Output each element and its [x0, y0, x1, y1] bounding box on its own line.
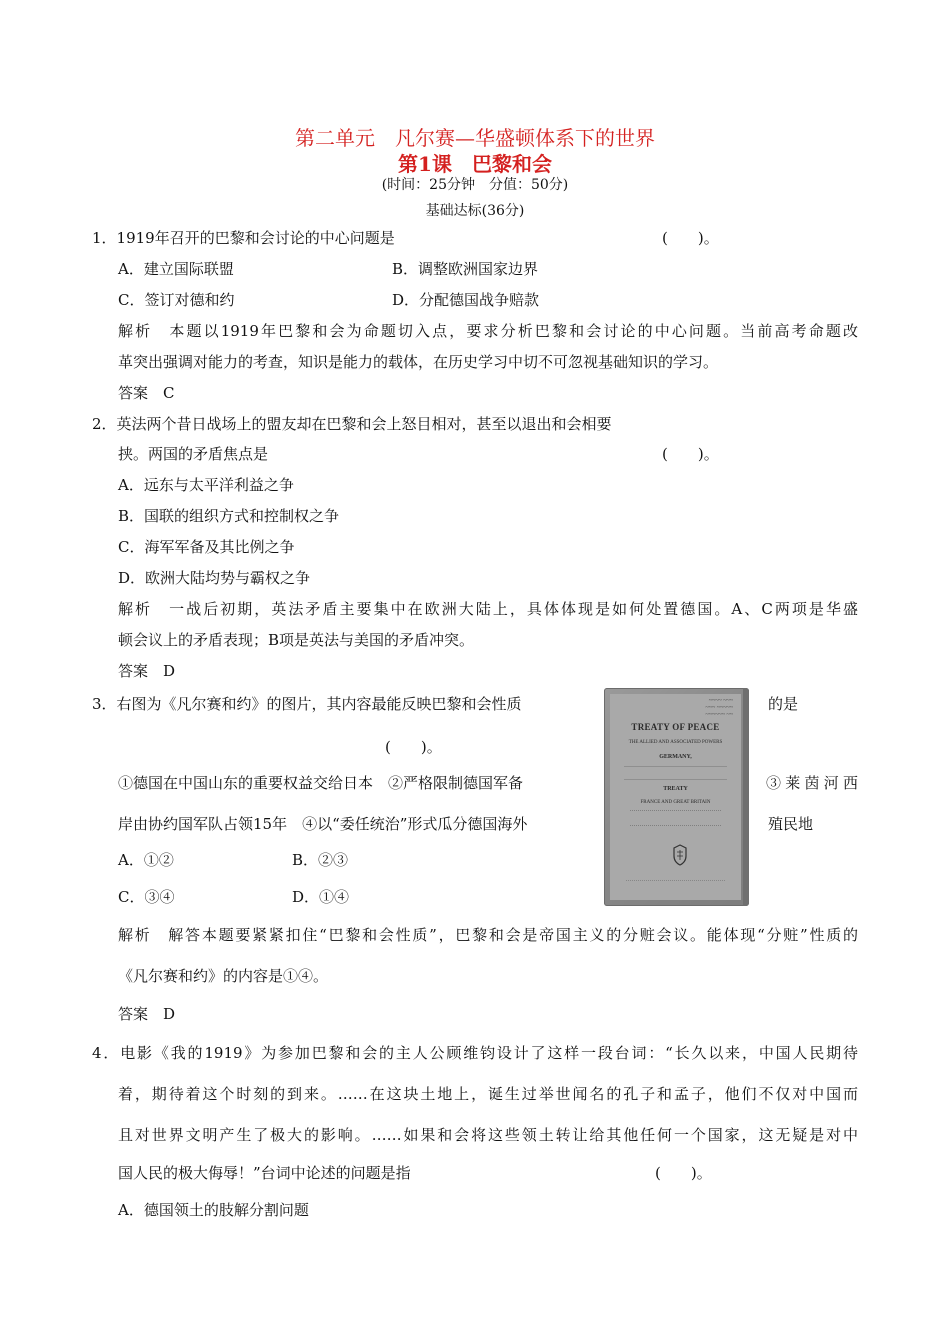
option-c: C．签订对德和约	[118, 291, 235, 309]
option-a: A．建立国际联盟	[118, 260, 234, 278]
question-stem: 1．1919年召开的巴黎和会讨论的中心问题是	[92, 229, 395, 247]
answer-paren: ( )。	[655, 1164, 712, 1182]
question-stem-left: 3．右图为《凡尔赛和约》的图片，其内容最能反映巴黎和会性质	[92, 695, 522, 713]
fine-print-rule	[626, 880, 725, 891]
option-d: D．①④	[292, 888, 350, 906]
option-c: C．海军军备及其比例之争	[118, 538, 295, 556]
question-stem-line-1: 2．英法两个昔日战场上的盟友却在巴黎和会上怒目相对，甚至以退出和会相要	[92, 415, 612, 433]
item-row-1-right: ③莱茵河西	[766, 774, 858, 792]
treaty-of-versailles-image	[604, 688, 749, 906]
question-stem-line-2: 挟。两国的矛盾焦点是	[118, 445, 269, 463]
treaty-line-3: GERMANY,	[659, 754, 692, 760]
item-row-2-left: 岸由协约国军队占领15年 ④以“委任统治”形式瓜分德国海外	[118, 815, 528, 833]
fine-print-rule	[630, 810, 721, 826]
option-b: B．调整欧洲国家边界	[392, 260, 539, 278]
question-stem-line-4: 国人民的极大侮辱！”台词中论述的问题是指	[118, 1164, 411, 1182]
question-stem-right: 的是	[768, 695, 799, 713]
analysis-line-2: 《凡尔赛和约》的内容是①④。	[118, 967, 329, 985]
handwritten-note-icon: ~~~~ ~~~ ~~~ ~~~~~ ~~~~~~ ~~	[705, 698, 733, 718]
option-a: A．远东与太平洋利益之争	[118, 476, 294, 494]
answer: 答案 D	[118, 662, 176, 680]
option-c: C．③④	[118, 888, 175, 906]
royal-crest-icon	[670, 844, 690, 866]
question-stem-line-2: 着，期待着这个时刻的到来。……在这块土地上，诞生过举世闻名的孔子和孟子，他们不仅对中国而	[118, 1085, 858, 1103]
answer-paren: ( )。	[662, 445, 719, 463]
fine-print-rule	[624, 766, 727, 780]
analysis-line-1: 解析 一战后初期，英法矛盾主要集中在欧洲大陆上，具体体现是如何处置德国。A、C两项是华盛	[118, 600, 858, 618]
treaty-cover	[610, 694, 741, 900]
answer: 答案 D	[118, 1005, 176, 1023]
option-d: D．欧洲大陆均势与霸权之争	[118, 569, 311, 587]
analysis-line-2: 顿会议上的矛盾表现；B项是英法与美国的矛盾冲突。	[118, 631, 475, 649]
analysis-line-2: 革突出强调对能力的考查，知识是能力的载体，在历史学习中切不可忽视基础知识的学习。	[118, 353, 719, 371]
section-heading: 基础达标(36分)	[425, 203, 525, 219]
item-row-2-right: 殖民地	[768, 815, 814, 833]
lesson-title: 第1课 巴黎和会	[398, 152, 552, 176]
option-b: B．国联的组织方式和控制权之争	[118, 507, 340, 525]
book-spine	[743, 688, 749, 906]
treaty-line-1: TREATY OF PEACE	[631, 722, 720, 732]
answer-paren: ( )。	[385, 738, 442, 756]
question-stem-line-3: 且对世界文明产生了极大的影响。……如果和会将这些领土转让给其他任何一个国家，这无疑是对中	[118, 1126, 858, 1144]
question-stem-line-1: 4．电影《我的1919》为参加巴黎和会的主人公顾维钧设计了这样一段台词：“长久以来，中国人民期待	[92, 1044, 858, 1062]
analysis-line-1: 解析 解答本题要紧紧扣住“巴黎和会性质”，巴黎和会是帝国主义的分赃会议。能体现“分赃”性质的	[118, 926, 858, 944]
treaty-line-4: TREATY	[663, 786, 688, 792]
treaty-line-2: THE ALLIED AND ASSOCIATED POWERS	[628, 740, 723, 745]
option-d: D．分配德国战争赔款	[392, 291, 540, 309]
item-row-1-left: ①德国在中国山东的重要权益交给日本 ②严格限制德国军备	[118, 774, 524, 792]
option-a: A．德国领土的肢解分割问题	[118, 1201, 309, 1219]
answer-paren: ( )。	[662, 229, 719, 247]
option-b: B．②③	[292, 851, 349, 869]
unit-title: 第二单元 凡尔赛—华盛顿体系下的世界	[295, 126, 655, 150]
time-score-meta: (时间：25分钟 分值：50分)	[381, 177, 569, 193]
option-a: A．①②	[118, 851, 174, 869]
answer: 答案 C	[118, 384, 175, 402]
treaty-line-5: FRANCE AND GREAT BRITAIN	[640, 800, 711, 805]
analysis-line-1: 解析 本题以1919年巴黎和会为命题切入点，要求分析巴黎和会讨论的中心问题。当前高考命题改	[118, 322, 858, 340]
